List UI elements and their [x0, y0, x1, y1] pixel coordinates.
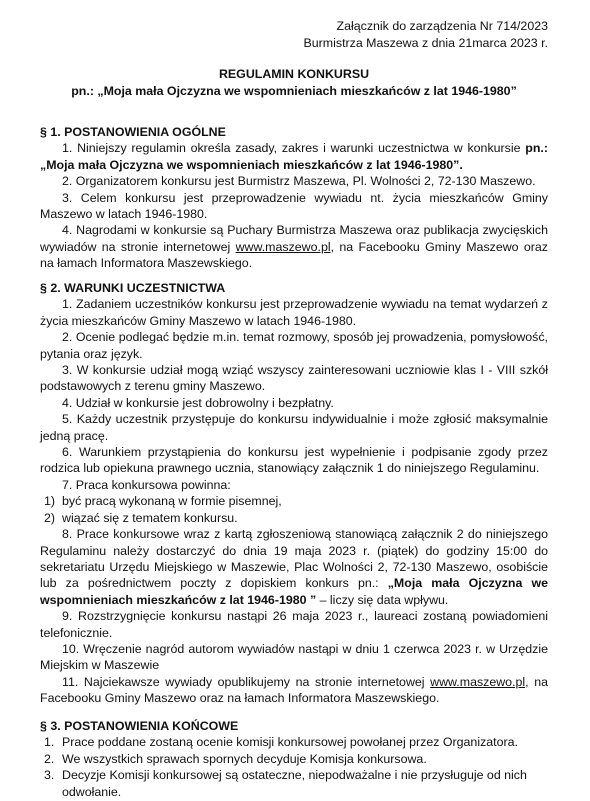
s3-item-1-text: Prace poddane zostaną ocenie komisji konkursowej powołanej przez Organizatora. [62, 735, 518, 750]
s3-item-1-number: 1. [44, 735, 55, 750]
website-link-2[interactable]: www.maszewo.pl, [430, 674, 529, 689]
attachment-note [304, 18, 548, 52]
s1-p1-text: 1. Niniejszy regulamin określa zasady, zakres i warunki uczestnictwa w konkursie [62, 141, 521, 156]
attachment-line-2: Burmistrza Maszewa z dnia 21marca 2023 r. [303, 36, 548, 50]
s2-p7-item-2 [40, 510, 548, 526]
s1-paragraph-1 [40, 140, 548, 173]
s1-p4-text-end: , na Facebooku Gminy Maszewo oraz na łamach Informatora Maszewskiego. [40, 239, 548, 271]
s2-p8-text-end: – liczy się data wpływu. [316, 592, 449, 607]
s1-paragraph-4 [40, 222, 548, 271]
s2-paragraph-1: 1. Zadaniem uczestników konkursu jest przeprowadzenie wywiadu na temat wydarzeń z życia mieszkańców Gminy Maszewo w latach 1946-1980. [40, 297, 548, 328]
section-2 [40, 280, 548, 707]
s2-paragraph-8 [40, 526, 548, 608]
section-1-heading: § 1. POSTANOWIENIA OGÓLNE [40, 125, 226, 139]
s3-item-2-number: 2. [44, 751, 55, 766]
s2-p8-text: 8. Prace konkursowe wraz z kartą zgłoszeniową stanowiącą załącznik 2 do niniejszego Regulaminu należy dostarczyć do dnia 19 maja 2023 r. (piątek) do godziny 15:00 do sekretariatu Urzędu Miejskiego w Maszewie, Plac Wolności 2, 72-130 Maszewo, osobiście lub za pośrednictwem poczty z dopiskiem konkurs pn.: [40, 527, 548, 591]
s2-paragraph-9: 9. Rozstrzygnięcie konkursu nastąpi 26 maja 2023 r., laureaci zostaną powiadomieni telefonicznie. [40, 609, 548, 640]
s3-item-3-number: 3. [44, 768, 55, 783]
s2-p7-item-1-text: być pracą wykonaną w formie pisemnej, [62, 494, 282, 509]
s2-p8-contest-name: „Moja mała Ojczyzna we wspomnieniach mieszkańców z lat 1946-1980 ” [40, 576, 548, 607]
s2-paragraph-6: 6. Warunkiem przystąpienia do konkursu jest wypełnienie i podpisanie zgody przez rodzica lub opiekuna prawnego ucznia, stanowiący załącznik 1 do niniejszego Regulaminu. [40, 445, 548, 476]
s2-paragraph-10: 10. Wręczenie nagród autorom wywiadów nastąpi w dniu 1 czerwca 2023 r. w Urzędzie Miejskim w Maszewie [40, 641, 548, 673]
s2-paragraph-7: 7. Praca konkursowa powinna: [62, 477, 231, 492]
s3-item-3-text: Decyzje Komisji konkursowej są ostateczne, niepodważalne i nie przysługuje od nich odwołanie. [62, 768, 527, 799]
s1-paragraph-3: 3. Celem konkursu jest przeprowadzenie wywiadu nt. życia mieszkańców Gminy Maszewo w latach 1946-1980. [40, 190, 548, 222]
section-3 [40, 718, 548, 800]
s1-p1-contest-name: pn.: „Moja mała Ojczyzna we wspomnieniach mieszkańców z lat 1946-1980”. [40, 141, 548, 172]
s2-paragraph-5: 5. Każdy uczestnik przystępuje do konkursu indywidualnie i może zgłosić maksymalnie jedną pracę. [40, 412, 548, 443]
s2-p7-item-1 [40, 493, 548, 509]
s2-p11-text: 11. Najciekawsze wywiady opublikujemy na stronie internetowej [62, 674, 431, 689]
s1-paragraph-2: 2. Organizatorem konkursu jest Burmistrz Maszewa, Pl. Wolności 2, 72-130 Maszewo. [62, 174, 536, 189]
title-line-1: REGULAMIN KONKURSU [218, 67, 370, 81]
section-1 [40, 124, 548, 272]
s2-p7-item-2-text: wiązać się z tematem konkursu. [62, 510, 238, 525]
website-link[interactable]: www.maszewo.pl [235, 239, 331, 254]
section-3-heading: § 3. POSTANOWIENIA KOŃCOWE [40, 719, 239, 733]
title-line-2: pn.: „Moja mała Ojczyzna we wspomnieniach mieszkańców z lat 1946-1980” [71, 84, 517, 98]
section-2-heading: § 2. WARUNKI UCZESTNICTWA [40, 281, 226, 295]
s2-paragraph-2: 2. Ocenie podlegać będzie m.in. temat rozmowy, sposób jej prowadzenia, pomysłowość, pytania oraz język. [40, 330, 548, 361]
document-title [40, 66, 548, 100]
s2-p7-item-1-number: 1) [44, 494, 56, 509]
s3-item-2-text: We wszystkich sprawach spornych decyduje Komisja konkursowa. [62, 751, 427, 766]
s2-p11-text-end: na Facebooku Gminy Maszewo oraz na łamach Informatora Maszewskiego. [40, 674, 548, 706]
s2-paragraph-3: 3. W konkursie udział mogą wziąć wszyscy zainteresowani uczniowie klas I - VIII szkół podstawowych z terenu gminy Maszewo. [40, 363, 548, 394]
s3-item-1 [40, 734, 548, 750]
s3-item-2 [40, 751, 548, 767]
s2-paragraph-11 [40, 674, 548, 707]
s2-p7-item-2-number: 2) [44, 510, 56, 525]
s3-item-3 [40, 767, 548, 800]
attachment-line-1: Załącznik do zarządzenia Nr 714/2023 [336, 19, 548, 33]
s1-p4-text: 4. Nagrodami w konkursie są Puchary Burmistrza Maszewa oraz publikacja zwycięskich wywiadów na stronie internetowej [40, 223, 548, 254]
s2-paragraph-4: 4. Udział w konkursie jest dobrowolny i bezpłatny. [62, 395, 334, 410]
